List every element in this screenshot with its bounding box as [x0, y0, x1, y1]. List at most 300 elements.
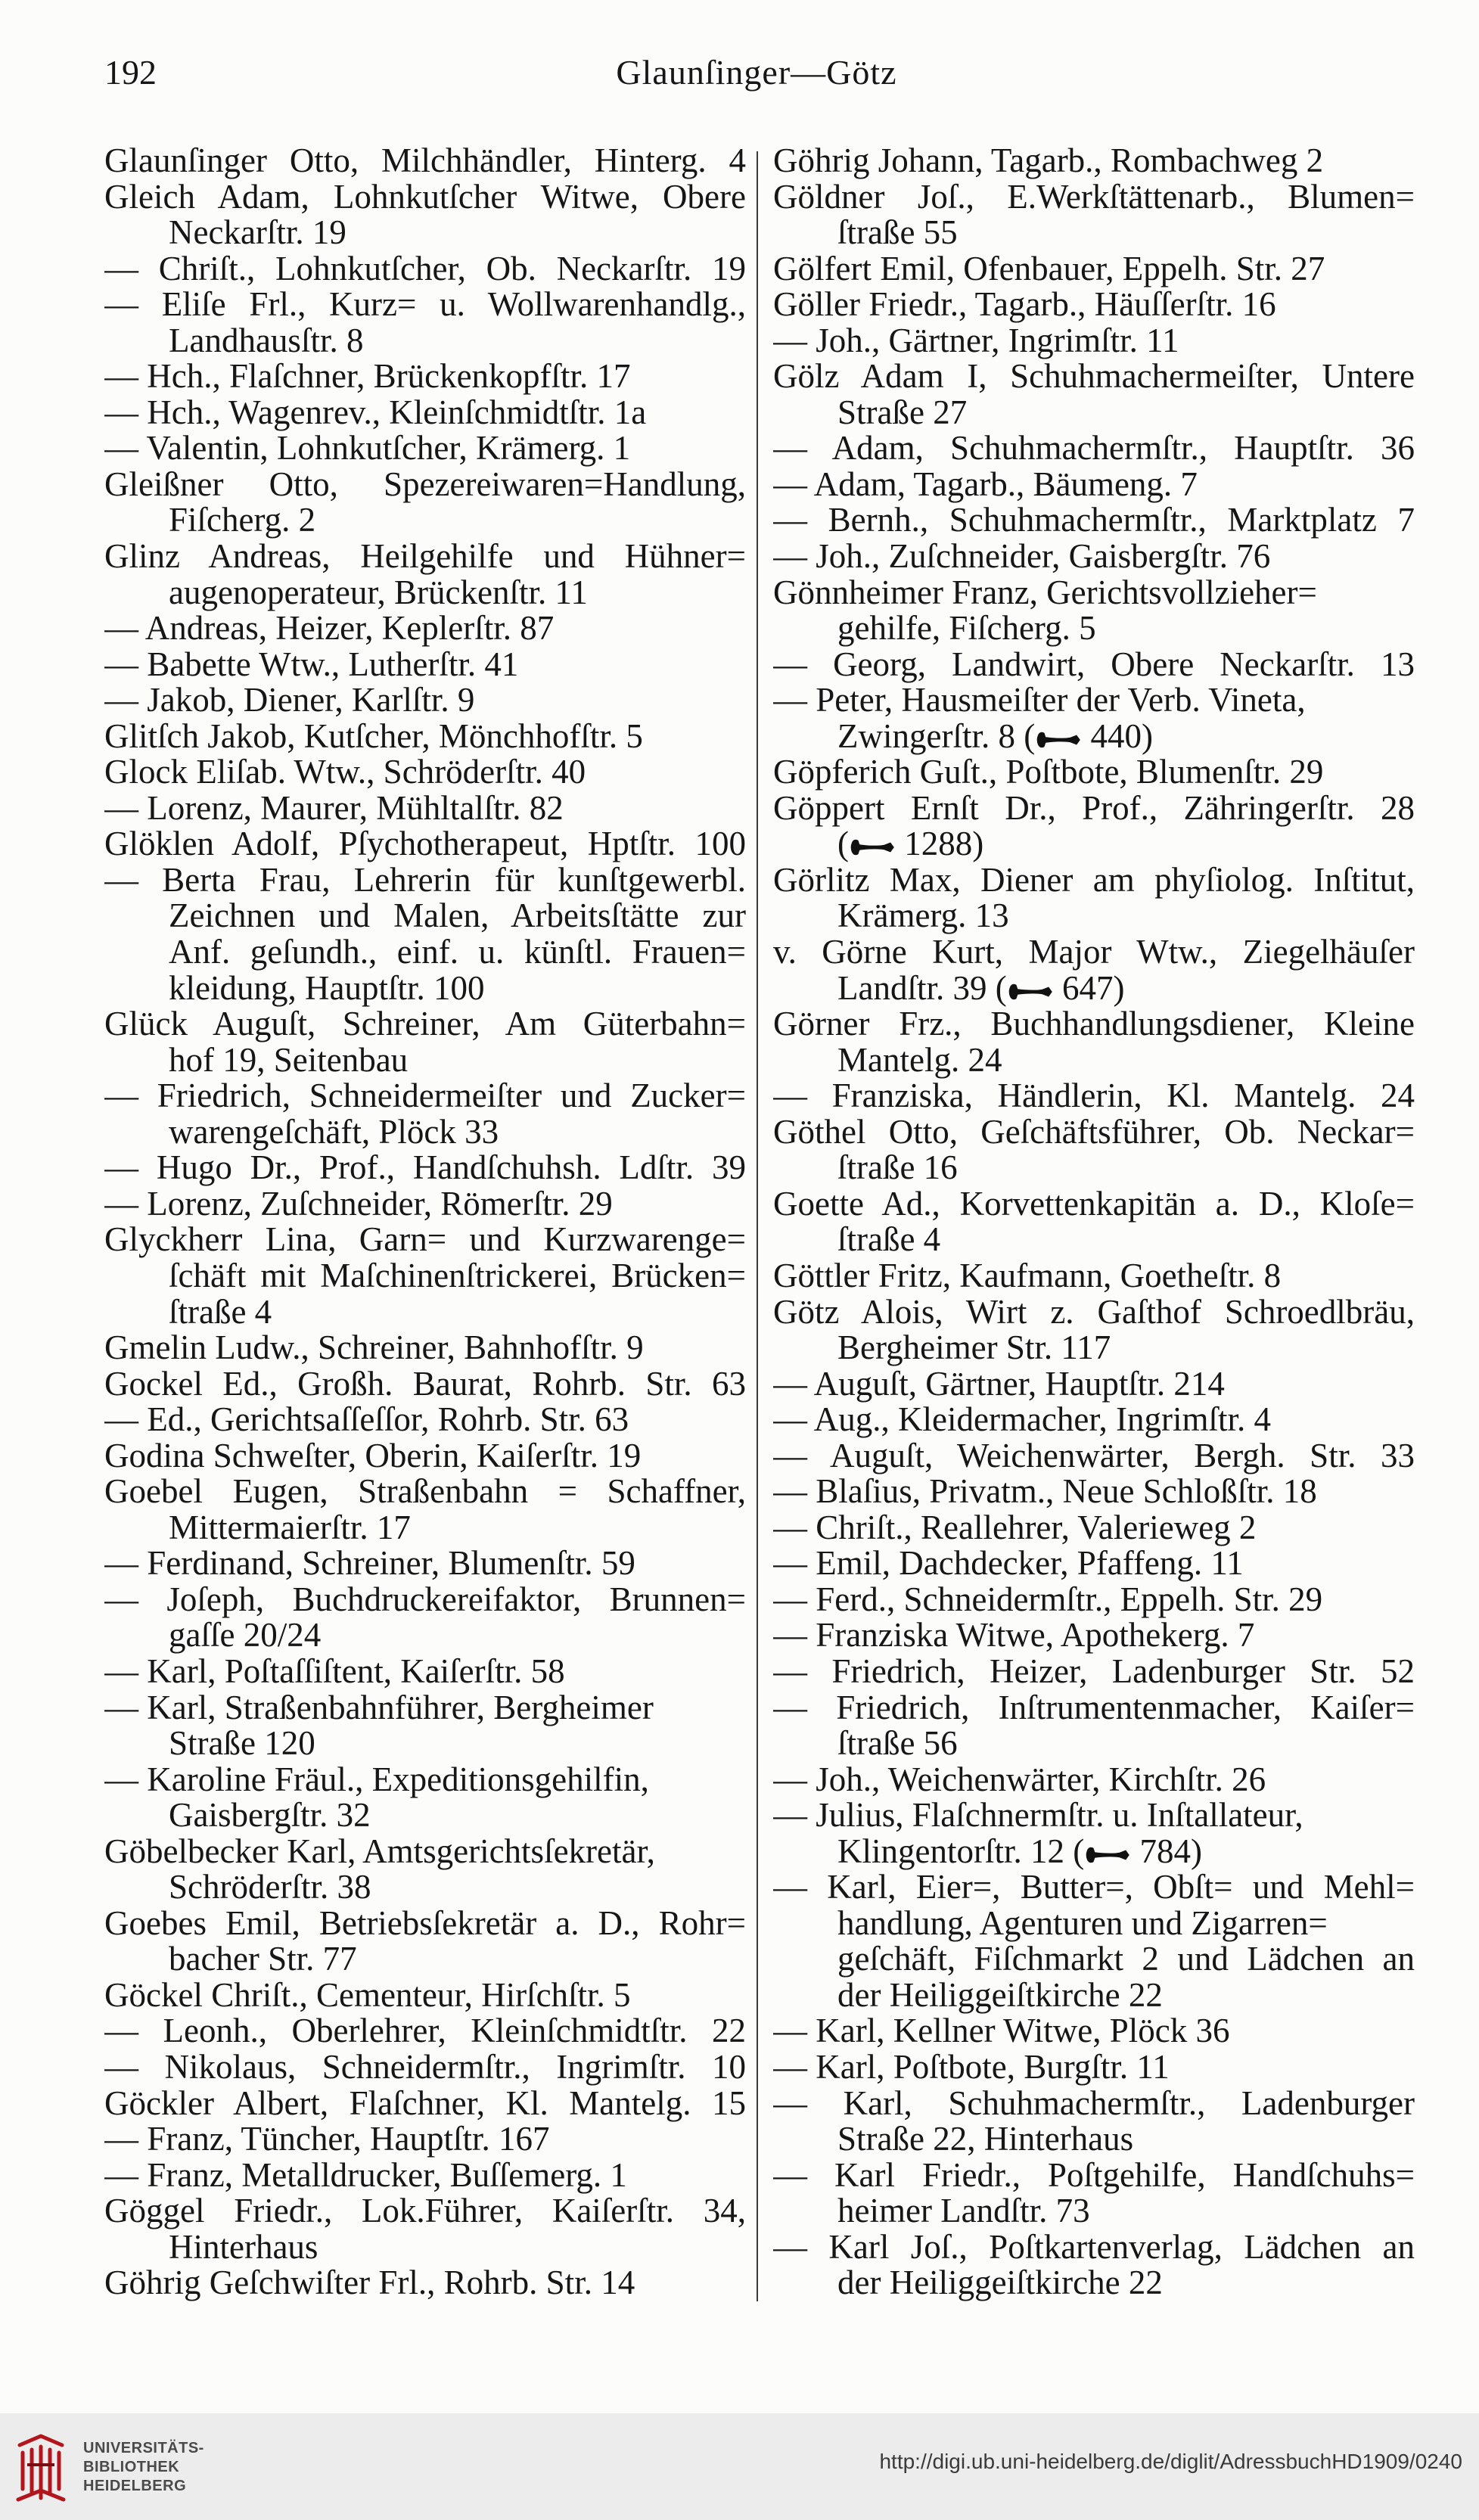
line-text: gaſſe 20/24	[169, 1616, 322, 1655]
entry-continuation-line	[773, 1150, 1416, 1186]
entry-head-line	[104, 754, 747, 791]
permalink-url[interactable]: http://digi.ub.uni-heidelberg.de/diglit/AdressbuchHD1909/0240	[879, 2450, 1462, 2473]
entry-head-line	[773, 575, 1416, 611]
directory-entry	[104, 1690, 747, 1762]
line-text: — Ed., Gerichtsaſſeſſor, Rohrb. Str. 63	[104, 1400, 629, 1439]
line-text: kleidung, Hauptſtr. 100	[169, 968, 485, 1007]
directory-entry	[773, 1006, 1416, 1078]
line-text: — Babette Wtw., Lutherſtr. 41	[104, 645, 519, 683]
line-text: gehilfe, Fiſcherg. 5	[837, 609, 1096, 648]
line-text: Gönnheimer Franz, Gerichtsvollzieher=	[773, 573, 1317, 611]
line-text: — Franziska, Händlerin, Kl. Mantelg. 24	[773, 1077, 1415, 1115]
telephone-icon	[850, 837, 895, 857]
library-name-line: UNIVERSITÄTS-	[83, 2440, 204, 2456]
entry-continuation-line	[773, 1330, 1416, 1366]
directory-entry	[773, 2083, 1416, 2158]
entry-continuation-line	[773, 898, 1416, 934]
entry-head-line	[104, 430, 747, 467]
line-text: — Berta Frau, Lehrerin für kunſtgewerbl.	[104, 860, 746, 899]
entry-head-line	[773, 430, 1416, 467]
directory-entry	[773, 539, 1416, 575]
line-text: geſchäft, Fiſchmarkt 2 und Lädchen an	[837, 1940, 1415, 1978]
line-text: Göller Friedr., Tagarb., Häuſſerſtr. 16	[773, 285, 1276, 324]
directory-entry	[104, 788, 747, 827]
line-text: — Karl, Kellner Witwe, Plöck 36	[773, 2012, 1230, 2050]
entry-continuation-line	[104, 1726, 747, 1762]
line-text: — Adam, Tagarb., Bäumeng. 7	[773, 465, 1198, 503]
entry-continuation-line	[773, 826, 1416, 862]
line-text: — Karl, Eier=, Butter=, Obſt= und Mehl=	[773, 1868, 1415, 1906]
entry-head-line	[104, 1903, 747, 1942]
library-name-line: HEIDELBERG	[83, 2478, 187, 2494]
entry-head-line	[104, 287, 747, 323]
directory-entry	[104, 1438, 747, 1474]
line-text: augenoperateur, Brückenſtr. 11	[169, 573, 588, 611]
entry-continuation-line	[773, 1975, 1416, 2014]
entry-head-line	[104, 716, 747, 755]
telephone-icon	[1008, 982, 1053, 1002]
line-text: Glinz Andreas, Heilgehilfe und Hühner=	[104, 537, 746, 576]
entry-continuation-line	[104, 934, 747, 971]
line-text: — Blaſius, Privatm., Neue Schloßſtr. 18	[773, 1472, 1317, 1511]
directory-entry	[773, 1474, 1416, 1510]
line-text: Goebel Eugen, Straßenbahn = Schaffner,	[104, 1472, 746, 1511]
directory-entry	[773, 2049, 1416, 2086]
line-text: Götz Alois, Wirt z. Gaſthof Schroedlbräu,	[773, 1292, 1415, 1331]
line-text: ſtraße 56	[837, 1724, 958, 1763]
directory-entry	[104, 1654, 747, 1690]
entry-continuation-line	[104, 502, 747, 539]
line-text: Göttler Fritz, Kaufmann, Goetheſtr. 8	[773, 1256, 1282, 1294]
line-text: Hinterhaus	[169, 2227, 318, 2266]
line-text: Görner Frz., Buchhandlungsdiener, Kleine	[773, 1005, 1415, 1043]
entry-continuation-line	[773, 1726, 1416, 1762]
entry-head-line	[104, 1078, 747, 1114]
directory-entry	[773, 1869, 1416, 2013]
entry-head-line	[773, 647, 1416, 683]
viewer-footer-bar	[0, 2413, 1479, 2520]
line-text: Glitſch Jakob, Kutſcher, Mönchhofſtr. 5	[104, 716, 643, 755]
entry-head-line	[773, 2013, 1416, 2049]
entry-continuation-line	[773, 1834, 1416, 1870]
directory-entry	[773, 647, 1416, 683]
line-text: Landhausſtr. 8	[169, 321, 364, 359]
directory-entry	[773, 502, 1416, 539]
line-text: — Chriſt., Reallehrer, Valerieweg 2	[773, 1508, 1257, 1546]
line-text: — Karl Joſ., Poſtkartenverlag, Lädchen an	[773, 2227, 1415, 2266]
line-text: Gockel Ed., Großh. Baurat, Rohrb. Str. 63	[104, 1364, 746, 1403]
entry-head-line	[773, 934, 1416, 971]
directory-entry	[104, 1366, 747, 1403]
line-text: v. Görne Kurt, Major Wtw., Ziegelhäuſer	[773, 933, 1415, 971]
directory-entry	[104, 716, 747, 755]
line-text: Krämerg. 13	[837, 896, 1009, 935]
entry-continuation-line	[104, 1258, 747, 1294]
entry-head-line	[104, 2121, 747, 2158]
entry-head-line	[104, 1474, 747, 1510]
directory-entry	[773, 1402, 1416, 1438]
line-text: — Karl, Poſtbote, Burgſtr. 11	[773, 2047, 1170, 2086]
line-text: — Lorenz, Maurer, Mühltalſtr. 82	[104, 788, 564, 827]
line-text: — Valentin, Lohnkutſcher, Krämerg. 1	[104, 429, 631, 468]
entry-head-line	[104, 1546, 747, 1582]
entry-head-line	[104, 1762, 747, 1798]
line-text: — Friedrich, Schneidermeiſter und Zucker=	[104, 1077, 746, 1115]
line-text: Anf. geſundh., einf. u. künſtl. Frauen=	[169, 933, 746, 971]
entry-head-line	[104, 2193, 747, 2229]
entry-head-line	[773, 143, 1416, 179]
directory-entry	[104, 1762, 747, 1834]
column-divider	[757, 151, 758, 2301]
directory-entry	[104, 287, 747, 359]
entry-head-line	[773, 682, 1416, 719]
directory-entry	[773, 754, 1416, 791]
entry-head-line	[773, 2083, 1416, 2122]
directory-entry	[104, 611, 747, 647]
entry-continuation-line	[773, 2193, 1416, 2229]
line-text: Straße 22, Hinterhaus	[837, 2120, 1134, 2158]
phone-line-text: Landſtr. 39 (	[837, 968, 1007, 1007]
directory-entry	[104, 430, 747, 467]
entry-continuation-line	[773, 2265, 1416, 2301]
entry-continuation-line	[104, 1941, 747, 1978]
entry-continuation-line	[104, 1869, 747, 1906]
entry-head-line	[104, 1834, 747, 1870]
phone-number: 647)	[1053, 968, 1125, 1007]
line-text: ſtraße 55	[837, 213, 958, 252]
entry-head-line	[104, 2013, 747, 2049]
line-text: — Chriſt., Lohnkutſcher, Ob. Neckarſtr. 19	[104, 249, 746, 287]
directory-entry	[773, 1366, 1416, 1403]
line-text: Göbelbecker Karl, Amtsgerichtsſekretär,	[104, 1832, 655, 1870]
directory-entry	[773, 1078, 1416, 1114]
entry-continuation-line	[104, 2229, 747, 2266]
line-text: Göhrig Geſchwiſter Frl., Rohrb. Str. 14	[104, 2264, 635, 2301]
directory-entry	[104, 1402, 747, 1438]
directory-entry	[104, 2121, 747, 2158]
line-text: — Hch., Wagenrev., Kleinſchmidtſtr. 1a	[104, 393, 647, 431]
entry-head-line	[104, 251, 747, 287]
line-text: Glock Eliſab. Wtw., Schröderſtr. 40	[104, 753, 586, 791]
entry-head-line	[773, 1006, 1416, 1042]
entry-head-line	[104, 539, 747, 575]
entry-head-line	[773, 179, 1416, 216]
line-text: — Leonh., Oberlehrer, Kleinſchmidtſtr. 22	[104, 2012, 746, 2050]
directory-entry	[104, 1222, 747, 1330]
entry-head-line	[773, 1617, 1416, 1654]
line-text: — Joſeph, Buchdruckereifaktor, Brunnen=	[104, 1580, 746, 1618]
line-text: ſtraße 4	[169, 1292, 272, 1331]
directory-entry	[104, 862, 747, 1006]
phone-line-text: Klingentorſtr. 12 (	[837, 1832, 1085, 1870]
directory-entry	[773, 323, 1416, 359]
line-text: — Ferd., Schneidermſtr., Eppelh. Str. 29	[773, 1580, 1323, 1618]
directory-entry	[104, 2155, 747, 2194]
directory-entry	[773, 934, 1416, 1006]
entry-head-line	[773, 1690, 1416, 1726]
line-text: Görlitz Max, Diener am phyſiolog. Inſtitut,	[773, 860, 1415, 899]
directory-entry	[773, 2155, 1416, 2230]
entry-head-line	[104, 2083, 747, 2122]
phone-line-text: (	[837, 825, 849, 863]
line-text: Göpferich Guſt., Poſtbote, Blumenſtr. 29	[773, 753, 1324, 791]
directory-entry	[773, 467, 1416, 503]
directory-entry	[773, 788, 1416, 863]
line-text: Gaisbergſtr. 32	[169, 1796, 371, 1835]
directory-entry	[773, 2013, 1416, 2049]
line-text: der Heiliggeiſtkirche 22	[837, 1975, 1163, 2014]
directory-entry	[773, 287, 1416, 323]
entry-head-line	[104, 467, 747, 503]
line-text: — Auguſt, Gärtner, Hauptſtr. 214	[773, 1364, 1225, 1403]
directory-entry	[773, 1582, 1416, 1618]
entry-head-line	[104, 1975, 747, 2014]
entry-continuation-line	[104, 968, 747, 1007]
entry-head-line	[104, 359, 747, 395]
line-text: Schröderſtr. 38	[169, 1868, 371, 1906]
directory-entry	[773, 1186, 1416, 1258]
entry-head-line	[773, 359, 1416, 395]
directory-entry	[104, 682, 747, 719]
directory-entry	[773, 1258, 1416, 1294]
directory-entry	[773, 359, 1416, 430]
entry-continuation-line	[773, 215, 1416, 251]
entry-head-line	[104, 1582, 747, 1618]
line-text: — Friedrich, Heizer, Ladenburger Str. 52	[773, 1652, 1415, 1690]
directory-entry	[104, 143, 747, 179]
line-text: — Jakob, Diener, Karlſtr. 9	[104, 681, 475, 719]
directory-entry	[104, 2083, 747, 2122]
entry-head-line	[773, 323, 1416, 359]
line-text: heimer Landſtr. 73	[837, 2192, 1090, 2230]
line-text: Gölfert Emil, Ofenbauer, Eppelh. Str. 27	[773, 249, 1325, 287]
line-text: handlung, Agenturen und Zigarren=	[837, 1903, 1328, 1942]
entry-head-line	[104, 1186, 747, 1223]
line-text: ſtraße 4	[837, 1220, 941, 1259]
line-text: Zeichnen und Malen, Arbeitsſtätte zur	[169, 896, 746, 935]
line-text: — Karl, Poſtaſſiſtent, Kaiſerſtr. 58	[104, 1652, 565, 1690]
line-text: — Franz, Tüncher, Hauptſtr. 167	[104, 2120, 550, 2158]
directory-entry	[104, 2049, 747, 2086]
library-name	[83, 2439, 204, 2496]
entry-continuation-line	[104, 575, 747, 611]
entry-head-line	[104, 1330, 747, 1366]
directory-entry	[773, 1654, 1416, 1690]
directory-entry	[773, 1294, 1416, 1366]
directory-entry	[104, 826, 747, 862]
telephone-icon	[1036, 730, 1081, 750]
entry-continuation-line	[104, 1798, 747, 1834]
entry-head-line	[104, 1222, 747, 1258]
line-text: Gmelin Ludw., Schreiner, Bahnhofſtr. 9	[104, 1328, 644, 1367]
line-text: Straße 120	[169, 1724, 315, 1763]
line-text: Göggel Friedr., Lok.Führer, Kaiſerſtr. 34,	[104, 2192, 746, 2230]
directory-entry	[104, 539, 747, 611]
directory-entry	[104, 1150, 747, 1186]
entry-head-line	[104, 143, 747, 179]
line-text: Göppert Ernſt Dr., Prof., Zähringerſtr. 28	[773, 788, 1415, 827]
directory-entry	[773, 1546, 1416, 1582]
entry-head-line	[773, 1186, 1416, 1223]
entry-head-line	[773, 1582, 1416, 1618]
line-text: Göldner Joſ., E.Werkſtättenarb., Blumen=	[773, 177, 1415, 216]
entry-head-line	[773, 251, 1416, 287]
line-text: hof 19, Seitenbau	[169, 1040, 409, 1079]
page-number: 192	[104, 53, 157, 92]
entry-head-line	[773, 2049, 1416, 2086]
entry-head-line	[104, 862, 747, 899]
entry-continuation-line	[104, 898, 747, 934]
entry-head-line	[773, 467, 1416, 503]
directory-entry	[104, 1546, 747, 1582]
entry-head-line	[104, 788, 747, 827]
telephone-icon	[1085, 1845, 1130, 1865]
line-text: — Hugo Dr., Prof., Handſchuhsh. Ldſtr. 39	[104, 1148, 746, 1187]
line-text: Gleich Adam, Lohnkutſcher Witwe, Obere	[104, 177, 746, 216]
line-text: der Heiliggeiſtkirche 22	[837, 2264, 1163, 2301]
directory-entry	[104, 754, 747, 791]
entry-head-line	[104, 1006, 747, 1042]
entry-head-line	[773, 1762, 1416, 1798]
entry-head-line	[104, 826, 747, 862]
entry-head-line	[104, 1690, 747, 1726]
line-text: — Peter, Hausmeiſter der Verb. Vineta,	[773, 681, 1306, 719]
line-text: — Joh., Gärtner, Ingrimſtr. 11	[773, 321, 1179, 359]
line-text: Glaunſinger Otto, Milchhändler, Hinterg. 4	[104, 143, 746, 179]
line-text: — Aug., Kleidermacher, Ingrimſtr. 4	[773, 1400, 1272, 1439]
line-text: — Joh., Weichenwärter, Kirchſtr. 26	[773, 1760, 1266, 1798]
line-text: Godina Schweſter, Oberin, Kaiſerſtr. 19	[104, 1436, 642, 1474]
directory-entry	[104, 1834, 747, 1906]
entry-head-line	[104, 1366, 747, 1403]
directory-entry	[104, 1582, 747, 1654]
directory-entry	[773, 430, 1416, 467]
entry-head-line	[104, 1438, 747, 1474]
entry-head-line	[773, 1258, 1416, 1294]
entry-head-line	[773, 1438, 1416, 1474]
directory-entry	[773, 1798, 1416, 1869]
entry-head-line	[773, 754, 1416, 791]
line-text: — Bernh., Schuhmachermſtr., Marktplatz 7	[773, 501, 1415, 539]
line-text: Göckler Albert, Flaſchner, Kl. Mantelg. 15	[104, 2083, 746, 2122]
line-text: Gölz Adam I, Schuhmachermeiſter, Untere	[773, 357, 1415, 396]
line-text: — Eliſe Frl., Kurz= u. Wollwarenhandlg.,	[104, 285, 746, 324]
directory-entry	[773, 179, 1416, 251]
directory-entry	[104, 1078, 747, 1150]
directory-entry	[773, 1690, 1416, 1762]
line-text: — Julius, Flaſchnermſtr. u. Inſtallateur,	[773, 1796, 1303, 1835]
entry-head-line	[773, 1869, 1416, 1906]
line-text: Göthel Otto, Geſchäftsführer, Ob. Neckar=	[773, 1112, 1415, 1151]
directory-entry	[104, 1474, 747, 1546]
directory-entry	[104, 251, 747, 287]
phone-line-text: Zwingerſtr. 8 (	[837, 716, 1036, 755]
line-text: Mantelg. 24	[837, 1040, 1002, 1079]
line-text: Goette Ad., Korvettenkapitän a. D., Kloſe=	[773, 1184, 1415, 1223]
entry-head-line	[104, 647, 747, 683]
entry-head-line	[773, 1474, 1416, 1510]
directory-entry	[104, 1975, 747, 2014]
line-text: — Nikolaus, Schneidermſtr., Ingrimſtr. 10	[104, 2047, 746, 2086]
directory-entry	[104, 2013, 747, 2049]
university-library-logo	[12, 2430, 70, 2506]
entry-head-line	[773, 287, 1416, 323]
entry-head-line	[773, 1078, 1416, 1114]
entry-head-line	[104, 1654, 747, 1690]
entry-continuation-line	[773, 611, 1416, 647]
entry-continuation-line	[773, 968, 1416, 1007]
line-text: ſtraße 16	[837, 1148, 958, 1187]
entry-head-line	[104, 179, 747, 216]
line-text: Bergheimer Str. 117	[837, 1328, 1111, 1367]
line-text: — Franz, Metalldrucker, Buſſemerg. 1	[104, 2155, 627, 2194]
entry-continuation-line	[104, 1617, 747, 1654]
entry-continuation-line	[104, 1510, 747, 1546]
line-text: — Adam, Schuhmachermſtr., Hauptſtr. 36	[773, 429, 1415, 468]
entry-head-line	[104, 395, 747, 431]
entry-head-line	[104, 2155, 747, 2194]
entry-continuation-line	[773, 1941, 1416, 1978]
right-column	[773, 143, 1416, 2301]
line-text: Straße 27	[837, 393, 968, 431]
left-column	[104, 143, 747, 2301]
entry-head-line	[104, 1150, 747, 1186]
entry-continuation-line	[104, 1042, 747, 1079]
directory-entry	[104, 647, 747, 683]
directory-entry	[104, 1903, 747, 1978]
line-text-with-phone	[837, 717, 1153, 755]
entry-head-line	[773, 2155, 1416, 2194]
directory-entry	[104, 467, 747, 539]
line-text: — Auguſt, Weichenwärter, Bergh. Str. 33	[773, 1436, 1415, 1474]
line-text: Glück Auguſt, Schreiner, Am Güterbahn=	[104, 1005, 746, 1043]
entry-continuation-line	[773, 1222, 1416, 1258]
entry-head-line	[773, 1546, 1416, 1582]
entry-head-line	[104, 2265, 747, 2301]
entry-head-line	[773, 1798, 1416, 1834]
phone-number: 440)	[1082, 716, 1153, 755]
directory-entry	[773, 1438, 1416, 1474]
directory-entry	[773, 1510, 1416, 1546]
directory-entry	[773, 1617, 1416, 1654]
directory-entry	[104, 395, 747, 431]
entry-head-line	[773, 1294, 1416, 1331]
line-text: Goebes Emil, Betriebsſekretär a. D., Rohr=	[104, 1903, 746, 1942]
directory-entry	[104, 1330, 747, 1366]
entry-continuation-line	[773, 1042, 1416, 1079]
line-text: bacher Str. 77	[169, 1940, 357, 1978]
entry-continuation-line	[104, 215, 747, 251]
directory-entry	[104, 2265, 747, 2301]
entry-continuation-line	[773, 2121, 1416, 2158]
entry-head-line	[773, 502, 1416, 539]
entry-head-line	[104, 682, 747, 719]
entry-head-line	[773, 788, 1416, 827]
directory-entry	[773, 1762, 1416, 1798]
line-text: — Friedrich, Inſtrumentenmacher, Kaiſer=	[773, 1688, 1415, 1726]
directory-entry	[104, 359, 747, 395]
entry-head-line	[773, 1510, 1416, 1546]
entry-continuation-line	[104, 1114, 747, 1151]
directory-entry	[773, 1114, 1416, 1186]
line-text-with-phone	[837, 825, 983, 862]
directory-entry	[773, 862, 1416, 934]
directory-entry	[104, 2193, 747, 2265]
entry-continuation-line	[773, 1903, 1416, 1942]
entry-continuation-line	[104, 323, 747, 359]
directory-entry	[773, 2229, 1416, 2301]
line-text: — Karl, Schuhmachermſtr., Ladenburger	[773, 2083, 1415, 2122]
